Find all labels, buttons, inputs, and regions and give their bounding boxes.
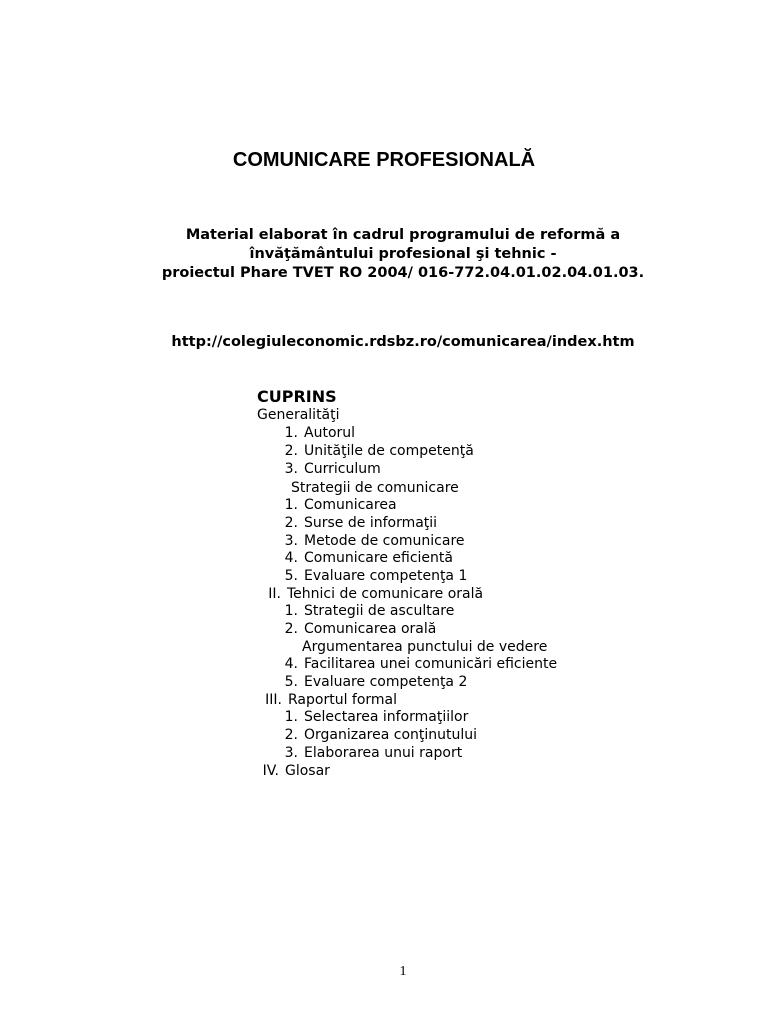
toc-item: [268, 567, 467, 585]
source-url: http://colegiuleconomic.rdsbz.ro/comunicarea/index.htm: [171, 334, 635, 350]
toc-section-number: III.: [265, 692, 282, 708]
toc-section-strategies: [291, 479, 459, 497]
toc-item: [268, 460, 381, 478]
toc-item-number: 1.: [284, 709, 298, 725]
toc-heading: CUPRINS: [257, 387, 337, 406]
toc-item-number: 2.: [284, 515, 298, 531]
toc-item-number: 3.: [284, 745, 298, 761]
toc-item-text: Tehnici de comunicare orală: [287, 586, 484, 602]
toc-section-oral: [251, 585, 483, 603]
toc-item: [268, 532, 465, 550]
toc-item-number: 3.: [284, 461, 298, 477]
toc-item-text: Metode de comunicare: [304, 533, 465, 549]
toc-item-text: Strategii de ascultare: [304, 603, 455, 619]
toc-item-number: 2.: [284, 621, 298, 637]
toc-item: [268, 602, 454, 620]
toc-item: [268, 673, 467, 691]
toc-item-text: Glosar: [285, 763, 330, 779]
toc-item: [268, 514, 437, 532]
toc-item: [268, 424, 355, 442]
toc-item-text: Organizarea conţinutului: [304, 727, 478, 743]
toc-item-text: Surse de informaţii: [304, 515, 438, 531]
toc-item-number: 4.: [284, 550, 298, 566]
toc-item: [268, 442, 474, 460]
toc-item-text: Curriculum: [304, 461, 381, 477]
toc-item-text: Comunicarea: [304, 497, 397, 513]
toc-item: [268, 496, 397, 514]
toc-section-glossary: [249, 762, 330, 780]
toc-item-text: Generalităţi: [257, 407, 340, 423]
toc-item-text: Facilitarea unei comunicări eficiente: [304, 656, 558, 672]
toc-item-text: Elaborarea unui raport: [304, 745, 463, 761]
toc-item: [268, 726, 477, 744]
page-number: 1: [399, 964, 407, 979]
toc-section-number: IV.: [262, 763, 279, 779]
toc-section-report: [244, 691, 397, 709]
toc-item-text: Argumentarea punctului de vedere: [302, 639, 548, 655]
toc-item: [268, 549, 453, 567]
toc-item: [268, 708, 468, 726]
toc-item-text: Evaluare competenţa 1: [304, 568, 468, 584]
toc-section-number: II.: [268, 586, 281, 602]
subtitle-line: învăţământului profesional şi tehnic -: [249, 246, 557, 262]
toc-item-number: 5.: [284, 568, 298, 584]
toc-item-text: Autorul: [304, 425, 356, 441]
subtitle-line: Material elaborat în cadrul programului de reformă a: [185, 227, 621, 243]
toc-item-number: 2.: [284, 727, 298, 743]
toc-item-number: 1.: [284, 603, 298, 619]
toc-item-number: 5.: [284, 674, 298, 690]
toc-item-number: 2.: [284, 443, 298, 459]
toc-item: [268, 744, 462, 762]
toc-item-text: Comunicarea orală: [304, 621, 437, 637]
subtitle-line: proiectul Phare TVET RO 2004/ 016-772.04.01.02.04.01.03.: [161, 265, 645, 281]
toc-item-number: 3.: [284, 533, 298, 549]
toc-item-number: 4.: [284, 656, 298, 672]
document-title: COMUNICARE PROFESIONALĂ: [232, 149, 536, 171]
toc-item-text: Selectarea informaţiilor: [304, 709, 469, 725]
toc-item: [268, 655, 557, 673]
toc-item: [268, 620, 436, 638]
toc-item-text: Raportul formal: [288, 692, 398, 708]
toc-item-text: Strategii de comunicare: [291, 480, 459, 496]
toc-item-text: Comunicare eficientă: [304, 550, 453, 566]
toc-item-text: Unităţile de competenţă: [304, 443, 474, 459]
toc-section-general: [257, 406, 340, 424]
document-subtitle: [0, 226, 768, 283]
toc-item: [302, 638, 547, 656]
toc-item-number: 1.: [284, 497, 298, 513]
toc-item-number: 1.: [284, 425, 298, 441]
toc-item-text: Evaluare competenţa 2: [304, 674, 468, 690]
